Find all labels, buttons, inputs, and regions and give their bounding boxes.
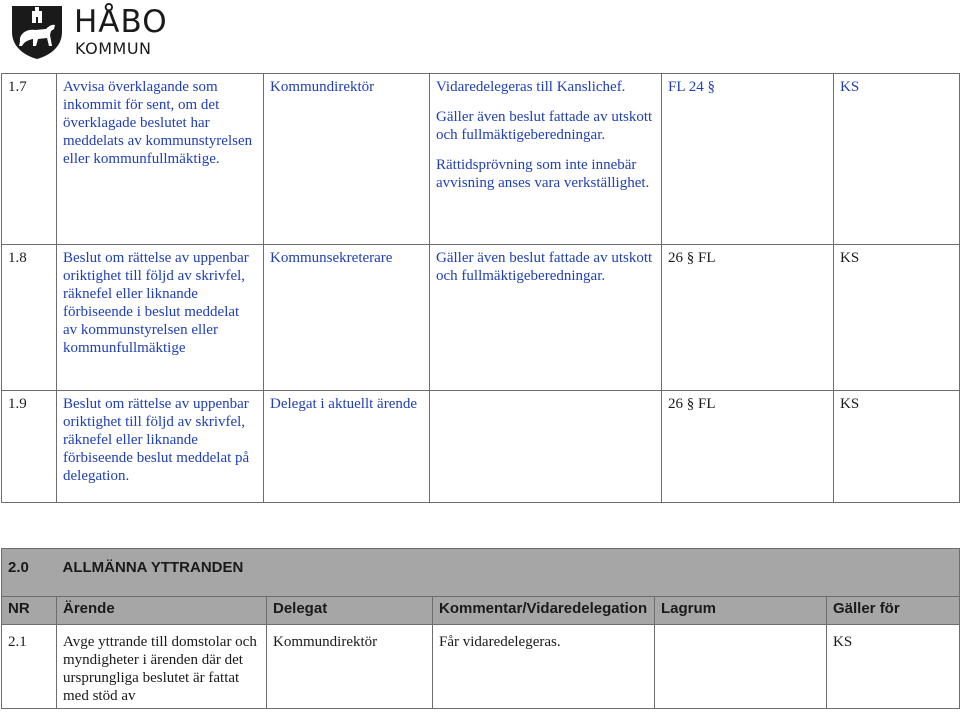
habo-kommun-logo [8, 2, 168, 62]
row-kommentar [430, 391, 662, 503]
row-arende: Beslut om rättelse av uppenbar oriktighet till följd av skrivfel, räknefel eller liknande förbiseende beslut meddelat på delegation. [57, 391, 264, 503]
kommentar-line: Gäller även beslut fattade av utskott och fullmäktigeberedningar. [436, 109, 653, 143]
row-nr: 2.1 [2, 625, 57, 709]
column-header-delegat: Delegat [267, 597, 433, 625]
kommentar-line: Vidaredelegeras till Kanslichef. [436, 79, 626, 95]
table-row [2, 74, 960, 245]
column-header-lagrum: Lagrum [655, 597, 827, 625]
row-galler: KS [827, 625, 960, 709]
table-row [2, 391, 960, 503]
table-row [2, 625, 960, 709]
row-kommentar: Får vidaredelegeras. [433, 625, 655, 709]
row-galler: KS [834, 245, 960, 391]
row-galler: KS [834, 74, 960, 245]
row-nr: 1.9 [2, 391, 57, 503]
logo-title: HÅBO [74, 4, 168, 40]
row-kommentar [430, 74, 662, 245]
row-arende: Avvisa överklagande som inkommit för sent, om det överklagade beslutet har meddelats av kommunstyrelsen eller kommunfullmäktige. [57, 74, 264, 245]
row-arende: Beslut om rättelse av uppenbar oriktighet till följd av skrivfel, räknefel eller liknande förbiseende i beslut meddelat av kommunstyrelsen eller kommunfullmäktige [57, 245, 264, 391]
row-arende: Avge yttrande till domstolar och myndigheter i ärenden där det ursprungliga beslutet är fattat med stöd av [57, 625, 267, 709]
column-header-arende: Ärende [57, 597, 267, 625]
row-kommentar [430, 245, 662, 391]
kommentar-line: Gäller även beslut fattade av utskott och fullmäktigeberedningar. [436, 250, 653, 284]
row-delegat: Kommundirektör [264, 74, 430, 245]
logo-subtitle: KOMMUN [75, 39, 152, 58]
column-header-kommentar: Kommentar/Vidaredelegation [433, 597, 655, 625]
row-lagrum [655, 625, 827, 709]
column-header-galler: Gäller för [827, 597, 960, 625]
coat-of-arms-icon [8, 2, 66, 60]
section-nr: 2.0 [2, 549, 57, 597]
section-title-filler [267, 549, 960, 597]
section-title: ALLMÄNNA YTTRANDEN [57, 549, 267, 597]
delegation-table-section-2 [1, 548, 960, 709]
column-header-nr: NR [2, 597, 57, 625]
row-lagrum: 26 § FL [662, 245, 834, 391]
delegation-table-section-1 [1, 73, 960, 503]
row-nr: 1.7 [2, 74, 57, 245]
row-delegat: Kommundirektör [267, 625, 433, 709]
table-row [2, 245, 960, 391]
row-galler: KS [834, 391, 960, 503]
row-delegat: Kommunsekreterare [264, 245, 430, 391]
column-header-row [2, 597, 960, 625]
row-lagrum: 26 § FL [662, 391, 834, 503]
row-lagrum: FL 24 § [662, 74, 834, 245]
section-title-row [2, 549, 960, 597]
row-nr: 1.8 [2, 245, 57, 391]
row-delegat: Delegat i aktuellt ärende [264, 391, 430, 503]
kommentar-line: Rättidsprövning som inte innebär avvisning anses vara verkställighet. [436, 157, 650, 191]
